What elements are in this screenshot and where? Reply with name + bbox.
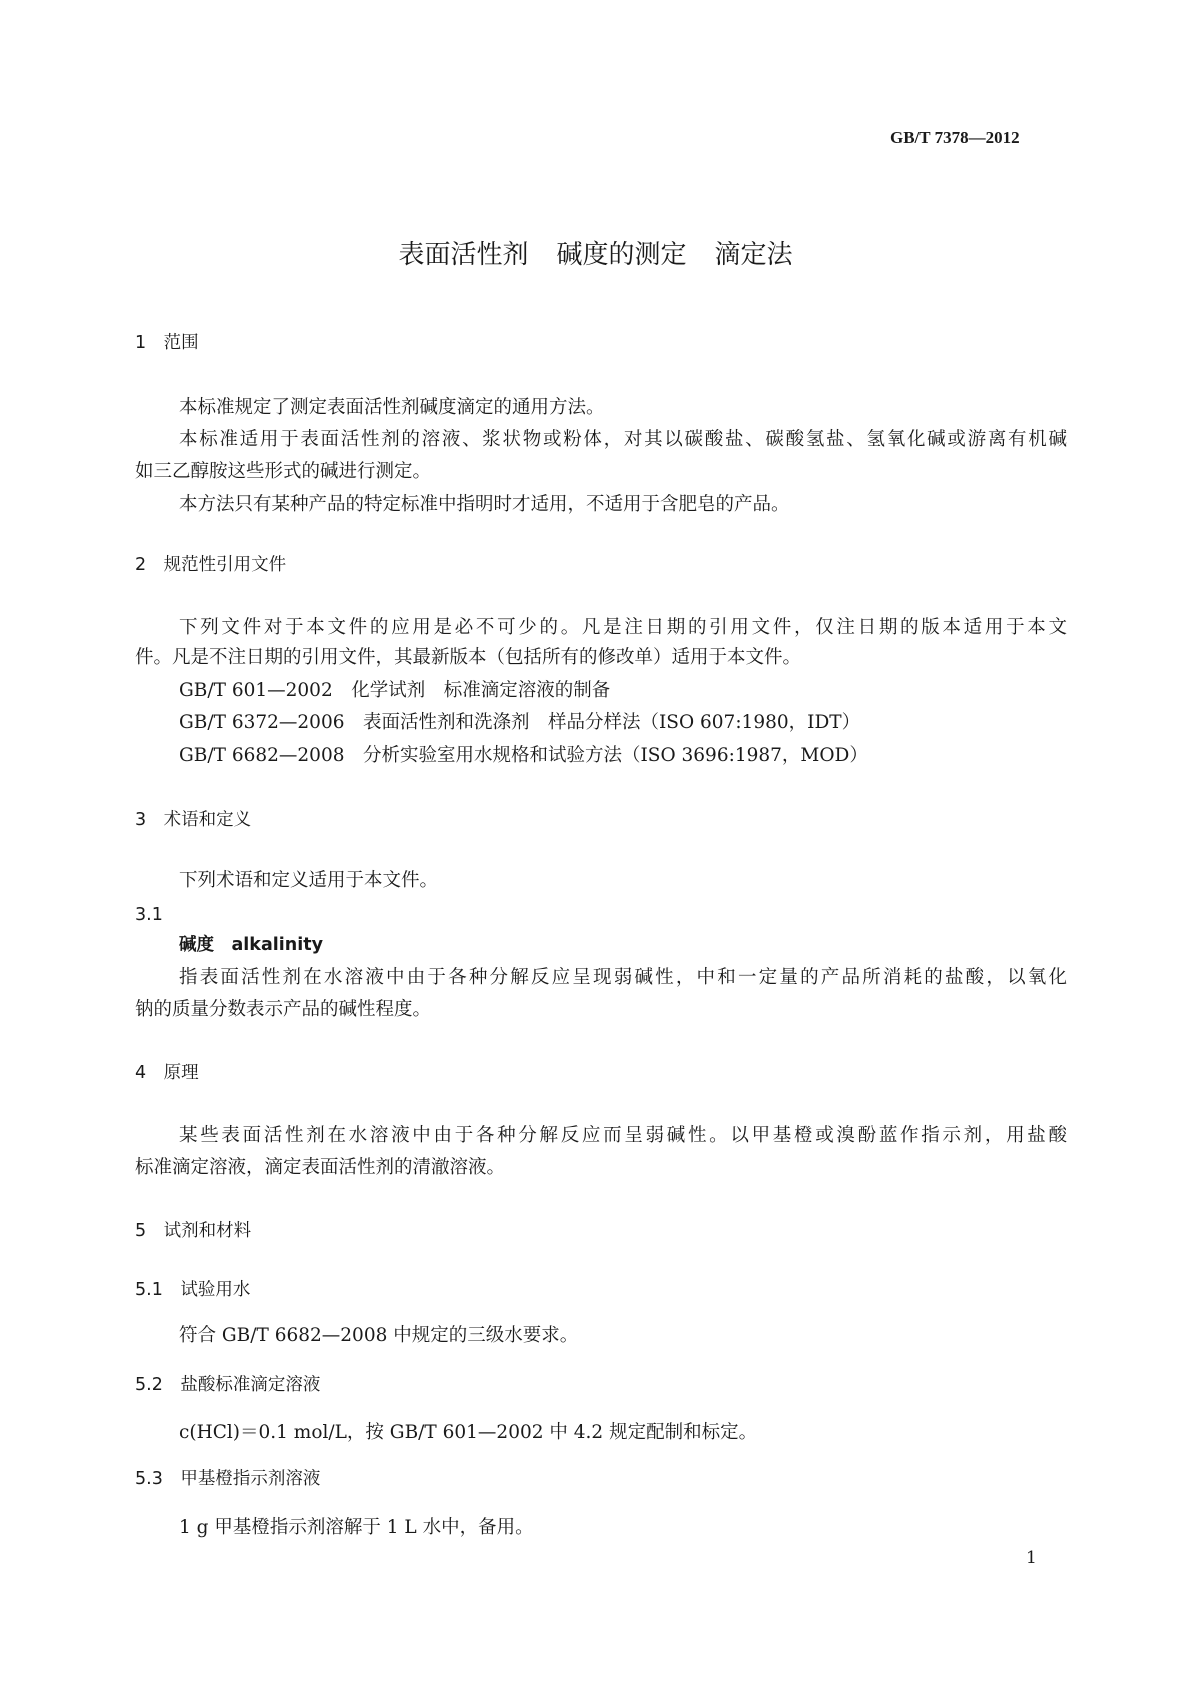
reference-item: GB/T 601—2002 化学试剂 标准滴定溶液的制备 xyxy=(179,680,611,701)
reference-item: GB/T 6682—2008 分析实验室用水规格和试验方法（ISO 3696:1987，MOD） xyxy=(179,745,868,766)
paragraph: 如三乙醇胺这些形式的碱进行测定。 xyxy=(135,461,432,482)
document-title xyxy=(0,234,1191,271)
section-5-2-heading: 5.2 盐酸标准滴定溶液 xyxy=(135,1375,321,1395)
page-number: 1 xyxy=(1026,1548,1037,1568)
paragraph: 下列文件对于本文件的应用是必不可少的。凡是注日期的引用文件，仅注日期的版本适用于本文 xyxy=(179,617,1067,638)
paragraph: 件。凡是不注日期的引用文件，其最新版本（包括所有的修改单）适用于本文件。 xyxy=(135,647,802,668)
paragraph: 下列术语和定义适用于本文件。 xyxy=(179,870,439,891)
section-4-heading: 4 原理 xyxy=(135,1063,199,1083)
section-5-1-heading: 5.1 试验用水 xyxy=(135,1280,251,1300)
section-1-heading: 1 范围 xyxy=(135,333,199,353)
paragraph: c(HCl)＝0.1 mol/L，按 GB/T 601—2002 中 4.2 规定配制和标定。 xyxy=(179,1422,758,1443)
section-5-3-heading: 5.3 甲基橙指示剂溶液 xyxy=(135,1469,321,1489)
title-part: 滴定法 xyxy=(714,240,793,270)
section-5-heading: 5 试剂和材料 xyxy=(135,1221,252,1241)
section-3-heading: 3 术语和定义 xyxy=(135,810,252,830)
title-part: 碱度的测定 xyxy=(556,240,687,270)
paragraph: 本标准规定了测定表面活性剂碱度滴定的通用方法。 xyxy=(179,397,605,418)
section-2-heading: 2 规范性引用文件 xyxy=(135,555,287,575)
term: 碱度 alkalinity xyxy=(179,935,323,955)
paragraph: 标准滴定溶液，滴定表面活性剂的清澈溶液。 xyxy=(135,1157,506,1178)
standard-number-header: GB/T 7378—2012 xyxy=(890,128,1020,147)
paragraph: 本方法只有某种产品的特定标准中指明时才适用，不适用于含肥皂的产品。 xyxy=(179,494,790,515)
paragraph: 1 g 甲基橙指示剂溶解于 1 L 水中，备用。 xyxy=(179,1517,534,1538)
paragraph: 某些表面活性剂在水溶液中由于各种分解反应而呈弱碱性。以甲基橙或溴酚蓝作指示剂，用盐酸 xyxy=(179,1125,1067,1146)
title-part: 表面活性剂 xyxy=(398,240,529,270)
reference-item: GB/T 6372—2006 表面活性剂和洗涤剂 样品分样法（ISO 607:1980，IDT） xyxy=(179,712,861,733)
paragraph: 符合 GB/T 6682—2008 中规定的三级水要求。 xyxy=(179,1325,579,1346)
paragraph: 本标准适用于表面活性剂的溶液、浆状物或粉体，对其以碳酸盐、碳酸氢盐、氢氧化碱或游离有机碱 xyxy=(179,429,1067,450)
definition: 指表面活性剂在水溶液中由于各种分解反应呈现弱碱性，中和一定量的产品所消耗的盐酸，以氧化 xyxy=(179,967,1067,988)
definition: 钠的质量分数表示产品的碱性程度。 xyxy=(135,999,432,1020)
clause-number: 3.1 xyxy=(135,905,163,925)
